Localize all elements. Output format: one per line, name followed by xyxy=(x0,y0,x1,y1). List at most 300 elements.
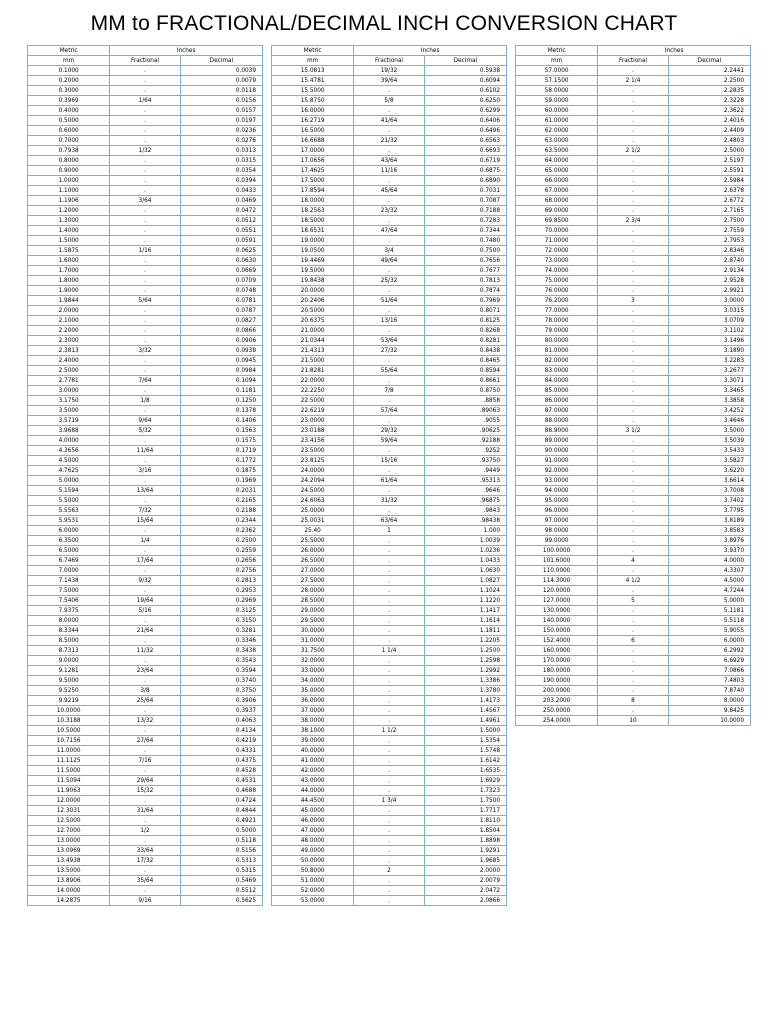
fractional-cell: . xyxy=(354,356,425,366)
fractional-cell: . xyxy=(110,836,181,846)
fractional-cell: . xyxy=(598,136,669,146)
mm-cell: 69.8500 xyxy=(516,216,598,226)
decimal-cell: 0.6563 xyxy=(424,136,506,146)
decimal-cell: 1.000 xyxy=(424,526,506,536)
mm-cell: 19.0000 xyxy=(272,236,354,246)
decimal-cell: 0.0748 xyxy=(180,286,262,296)
table-row xyxy=(516,126,751,136)
table-row xyxy=(272,526,507,536)
table-row xyxy=(272,356,507,366)
fractional-cell: 3/64 xyxy=(110,196,181,206)
fractional-cell: . xyxy=(598,366,669,376)
table-row xyxy=(272,96,507,106)
mm-cell: 12.3031 xyxy=(28,806,110,816)
table-row xyxy=(272,776,507,786)
decimal-cell: 0.5118 xyxy=(180,836,262,846)
mm-cell: 12.7000 xyxy=(28,826,110,836)
decimal-cell: 3.8976 xyxy=(668,536,750,546)
fractional-cell: 35/64 xyxy=(110,876,181,886)
table-row xyxy=(272,206,507,216)
mm-cell: 29.0000 xyxy=(272,606,354,616)
mm-cell: 38.1000 xyxy=(272,726,354,736)
mm-cell: 24.0000 xyxy=(272,466,354,476)
fractional-cell: 3/4 xyxy=(354,246,425,256)
fractional-cell: . xyxy=(354,756,425,766)
mm-cell: 2.5000 xyxy=(28,366,110,376)
mm-header: mm xyxy=(28,56,110,66)
decimal-cell: 0.0079 xyxy=(180,76,262,86)
mm-cell: 6.0000 xyxy=(28,526,110,536)
mm-cell: 1.7000 xyxy=(28,266,110,276)
table-row xyxy=(516,706,751,716)
fractional-cell: 55/64 xyxy=(354,366,425,376)
table-row xyxy=(272,366,507,376)
table-row xyxy=(28,166,263,176)
fractional-cell: . xyxy=(598,226,669,236)
table-row xyxy=(516,156,751,166)
table-row xyxy=(28,676,263,686)
fractional-cell: . xyxy=(598,256,669,266)
decimal-cell: 0.0315 xyxy=(180,156,262,166)
fractional-cell: 3 1/2 xyxy=(598,426,669,436)
fractional-cell: 5 xyxy=(598,596,669,606)
table-row xyxy=(28,836,263,846)
fractional-cell: 7/16 xyxy=(110,756,181,766)
table-row xyxy=(272,556,507,566)
table-row xyxy=(272,226,507,236)
decimal-cell: 4.7244 xyxy=(668,586,750,596)
fractional-cell: 10 xyxy=(598,716,669,726)
fractional-cell: . xyxy=(110,326,181,336)
mm-cell: 15.5000 xyxy=(272,86,354,96)
mm-cell: 0.8000 xyxy=(28,156,110,166)
table-row xyxy=(272,626,507,636)
mm-cell: 67.0000 xyxy=(516,186,598,196)
mm-cell: 47.0000 xyxy=(272,826,354,836)
decimal-cell: 0.0938 xyxy=(180,346,262,356)
table-row xyxy=(272,836,507,846)
fractional-cell: . xyxy=(598,166,669,176)
mm-cell: 58.0000 xyxy=(516,86,598,96)
table-row xyxy=(28,286,263,296)
fractional-cell: . xyxy=(110,456,181,466)
decimal-cell: 0.2362 xyxy=(180,526,262,536)
mm-cell: 120.0000 xyxy=(516,586,598,596)
mm-cell: 5.9531 xyxy=(28,516,110,526)
mm-cell: 150.0000 xyxy=(516,626,598,636)
table-row xyxy=(28,246,263,256)
fractional-cell: 1 1/2 xyxy=(354,726,425,736)
mm-cell: 15.4781 xyxy=(272,76,354,86)
mm-cell: 64.0000 xyxy=(516,156,598,166)
fractional-cell: . xyxy=(354,396,425,406)
fractional-cell: 17/64 xyxy=(110,556,181,566)
mm-cell: 99.0000 xyxy=(516,536,598,546)
table-row xyxy=(272,826,507,836)
fractional-cell: 47/64 xyxy=(354,226,425,236)
fractional-cell: 31/64 xyxy=(110,806,181,816)
decimal-cell: 0.1875 xyxy=(180,466,262,476)
decimal-cell: 0.4528 xyxy=(180,766,262,776)
decimal-cell: 0.7969 xyxy=(424,296,506,306)
mm-cell: 25.0031 xyxy=(272,516,354,526)
table-row xyxy=(28,496,263,506)
decimal-cell: 0.8281 xyxy=(424,336,506,346)
fractional-header: Fractional xyxy=(110,56,181,66)
table-row xyxy=(272,606,507,616)
decimal-cell: 2.8740 xyxy=(668,256,750,266)
decimal-cell: 0.2559 xyxy=(180,546,262,556)
decimal-cell: 0.5313 xyxy=(180,856,262,866)
table-row xyxy=(272,336,507,346)
table-row xyxy=(28,806,263,816)
fractional-cell: 8 xyxy=(598,696,669,706)
mm-cell: 21.4313 xyxy=(272,346,354,356)
decimal-cell: 0.2656 xyxy=(180,556,262,566)
decimal-cell: 0.0945 xyxy=(180,356,262,366)
table-row xyxy=(516,606,751,616)
table-row xyxy=(516,656,751,666)
fractional-cell: . xyxy=(110,236,181,246)
mm-cell: 31.0000 xyxy=(272,636,354,646)
mm-cell: 1.0000 xyxy=(28,176,110,186)
mm-cell: 5.5000 xyxy=(28,496,110,506)
fractional-cell: . xyxy=(598,436,669,446)
decimal-cell: .9449 xyxy=(424,466,506,476)
fractional-cell: . xyxy=(110,656,181,666)
table-row xyxy=(28,666,263,676)
table-row xyxy=(28,556,263,566)
decimal-cell: 7.0866 xyxy=(668,666,750,676)
mm-cell: 1.8000 xyxy=(28,276,110,286)
mm-cell: 18.6531 xyxy=(272,226,354,236)
decimal-cell: 0.8594 xyxy=(424,366,506,376)
mm-cell: 22.6219 xyxy=(272,406,354,416)
mm-cell: 19.5000 xyxy=(272,266,354,276)
fractional-cell: 39/64 xyxy=(354,76,425,86)
mm-cell: 57.1500 xyxy=(516,76,598,86)
mm-cell: 6.5000 xyxy=(28,546,110,556)
fractional-cell: . xyxy=(110,156,181,166)
mm-cell: 27.5000 xyxy=(272,576,354,586)
mm-cell: 6.3500 xyxy=(28,536,110,546)
fractional-cell: 2 1/4 xyxy=(598,76,669,86)
fractional-cell: . xyxy=(110,316,181,326)
decimal-cell: 0.3281 xyxy=(180,626,262,636)
fractional-cell: . xyxy=(598,466,669,476)
table-row xyxy=(272,746,507,756)
decimal-cell: 0.8661 xyxy=(424,376,506,386)
fractional-header: Fractional xyxy=(598,56,669,66)
table-row xyxy=(516,306,751,316)
table-row xyxy=(28,426,263,436)
table-row xyxy=(28,826,263,836)
mm-cell: 1.5000 xyxy=(28,236,110,246)
table-row xyxy=(516,466,751,476)
fractional-cell: 2 3/4 xyxy=(598,216,669,226)
fractional-cell: . xyxy=(110,216,181,226)
fractional-cell: . xyxy=(598,66,669,76)
table-row xyxy=(272,246,507,256)
fractional-cell: 29/64 xyxy=(110,776,181,786)
table-row xyxy=(272,306,507,316)
mm-cell: 0.1000 xyxy=(28,66,110,76)
mm-cell: 10.0000 xyxy=(28,706,110,716)
decimal-header: Decimal xyxy=(668,56,750,66)
mm-cell: 23.0000 xyxy=(272,416,354,426)
table-row xyxy=(516,346,751,356)
mm-cell: 130.0000 xyxy=(516,606,598,616)
table-row xyxy=(516,426,751,436)
decimal-cell: 0.0354 xyxy=(180,166,262,176)
decimal-cell: 0.1575 xyxy=(180,436,262,446)
decimal-cell: 0.4331 xyxy=(180,746,262,756)
table-row xyxy=(28,116,263,126)
conversion-table-2 xyxy=(271,45,507,906)
table-row xyxy=(28,686,263,696)
decimal-cell: 3.8189 xyxy=(668,516,750,526)
fractional-cell: . xyxy=(598,306,669,316)
decimal-cell: 3.5433 xyxy=(668,446,750,456)
mm-cell: 8.7313 xyxy=(28,646,110,656)
mm-cell: 44.4500 xyxy=(272,796,354,806)
mm-cell: 9.5000 xyxy=(28,676,110,686)
mm-cell: 16.5000 xyxy=(272,126,354,136)
metric-header: Metric xyxy=(272,46,354,56)
table-row xyxy=(28,516,263,526)
fractional-cell: . xyxy=(598,316,669,326)
decimal-cell: 0.4844 xyxy=(180,806,262,816)
table-row xyxy=(516,476,751,486)
mm-cell: 19.4469 xyxy=(272,256,354,266)
decimal-cell: .95313 xyxy=(424,476,506,486)
fractional-cell: . xyxy=(110,276,181,286)
fractional-cell: . xyxy=(110,586,181,596)
mm-cell: 7.5000 xyxy=(28,586,110,596)
mm-cell: 52.0000 xyxy=(272,886,354,896)
mm-cell: 20.0000 xyxy=(272,286,354,296)
mm-cell: 18.0000 xyxy=(272,196,354,206)
table-row xyxy=(516,276,751,286)
table-row xyxy=(516,416,751,426)
fractional-cell: . xyxy=(598,666,669,676)
fractional-cell: . xyxy=(110,286,181,296)
decimal-cell: 2.5984 xyxy=(668,176,750,186)
mm-header: mm xyxy=(516,56,598,66)
decimal-cell: 0.7677 xyxy=(424,266,506,276)
decimal-cell: 1.5748 xyxy=(424,746,506,756)
fractional-cell: . xyxy=(110,126,181,136)
table-row xyxy=(272,186,507,196)
fractional-cell: . xyxy=(354,826,425,836)
mm-cell: 50.8000 xyxy=(272,866,354,876)
fractional-cell: . xyxy=(354,146,425,156)
decimal-cell: 0.1378 xyxy=(180,406,262,416)
decimal-cell: 1.4567 xyxy=(424,706,506,716)
fractional-cell: . xyxy=(598,686,669,696)
decimal-cell: 0.2953 xyxy=(180,586,262,596)
fractional-cell: . xyxy=(110,766,181,776)
table-row xyxy=(516,336,751,346)
fractional-cell: 27/32 xyxy=(354,346,425,356)
decimal-cell: 0.4688 xyxy=(180,786,262,796)
decimal-cell: 0.3937 xyxy=(180,706,262,716)
fractional-cell: . xyxy=(598,606,669,616)
fractional-cell: . xyxy=(598,236,669,246)
table-row xyxy=(272,386,507,396)
table-row xyxy=(272,196,507,206)
mm-cell: 21.8281 xyxy=(272,366,354,376)
fractional-cell: . xyxy=(354,326,425,336)
fractional-cell: 13/16 xyxy=(354,316,425,326)
table-row xyxy=(272,736,507,746)
fractional-cell: . xyxy=(598,416,669,426)
mm-cell: 3.5000 xyxy=(28,406,110,416)
table-row xyxy=(28,106,263,116)
mm-cell: 18.2563 xyxy=(272,206,354,216)
decimal-cell: 0.0866 xyxy=(180,326,262,336)
mm-cell: 2.1000 xyxy=(28,316,110,326)
fractional-cell: 21/64 xyxy=(110,626,181,636)
decimal-cell: 0.8438 xyxy=(424,346,506,356)
fractional-cell: . xyxy=(598,706,669,716)
mm-cell: 9.9219 xyxy=(28,696,110,706)
mm-cell: 69.0000 xyxy=(516,206,598,216)
table-row xyxy=(272,516,507,526)
decimal-cell: 0.6693 xyxy=(424,146,506,156)
mm-cell: 5.0000 xyxy=(28,476,110,486)
table-row xyxy=(516,246,751,256)
metric-header: Metric xyxy=(516,46,598,56)
fractional-cell: . xyxy=(598,476,669,486)
decimal-cell: 0.7813 xyxy=(424,276,506,286)
mm-cell: 17.4625 xyxy=(272,166,354,176)
decimal-cell: 0.4219 xyxy=(180,736,262,746)
decimal-cell: 3.5827 xyxy=(668,456,750,466)
decimal-cell: 8.0000 xyxy=(668,696,750,706)
mm-cell: 0.2000 xyxy=(28,76,110,86)
decimal-cell: 3.5039 xyxy=(668,436,750,446)
mm-cell: 16.2719 xyxy=(272,116,354,126)
decimal-cell: 0.7656 xyxy=(424,256,506,266)
table-row xyxy=(272,806,507,816)
decimal-cell: 0.0630 xyxy=(180,256,262,266)
decimal-cell: 3.2283 xyxy=(668,356,750,366)
conversion-table-1 xyxy=(27,45,263,906)
decimal-cell: .89063 xyxy=(424,406,506,416)
mm-cell: 127.0000 xyxy=(516,596,598,606)
fractional-cell: . xyxy=(110,676,181,686)
table-row xyxy=(28,196,263,206)
decimal-cell: 0.2165 xyxy=(180,496,262,506)
decimal-cell: 0.0625 xyxy=(180,246,262,256)
table-row xyxy=(28,416,263,426)
decimal-cell: 0.7874 xyxy=(424,286,506,296)
fractional-cell: . xyxy=(354,856,425,866)
table-row xyxy=(28,256,263,266)
table-row xyxy=(272,286,507,296)
fractional-cell: . xyxy=(598,506,669,516)
mm-cell: 20.2406 xyxy=(272,296,354,306)
fractional-cell: . xyxy=(354,696,425,706)
decimal-cell: 0.1719 xyxy=(180,446,262,456)
table-row xyxy=(28,866,263,876)
decimal-cell: 0.6102 xyxy=(424,86,506,96)
metric-header: Metric xyxy=(28,46,110,56)
fractional-cell: . xyxy=(598,246,669,256)
decimal-cell: 3.3071 xyxy=(668,376,750,386)
mm-cell: 26.5000 xyxy=(272,556,354,566)
fractional-cell: 5/32 xyxy=(110,426,181,436)
decimal-cell: 1.5000 xyxy=(424,726,506,736)
table-row xyxy=(272,726,507,736)
mm-cell: 15.0813 xyxy=(272,66,354,76)
fractional-cell: 1 1/4 xyxy=(354,646,425,656)
mm-cell: 68.0000 xyxy=(516,196,598,206)
mm-cell: 4.5000 xyxy=(28,456,110,466)
fractional-cell: . xyxy=(598,536,669,546)
mm-cell: 20.6375 xyxy=(272,316,354,326)
decimal-cell: 1.5354 xyxy=(424,736,506,746)
table-row xyxy=(272,876,507,886)
fractional-cell: 11/64 xyxy=(110,446,181,456)
fractional-cell: . xyxy=(354,786,425,796)
table-row xyxy=(272,846,507,856)
table-row xyxy=(516,556,751,566)
mm-cell: 65.0000 xyxy=(516,166,598,176)
fractional-cell: 23/32 xyxy=(354,206,425,216)
table-row xyxy=(28,636,263,646)
table-row xyxy=(272,446,507,456)
fractional-cell: . xyxy=(354,686,425,696)
fractional-cell: . xyxy=(598,626,669,636)
decimal-cell: 3.5000 xyxy=(668,426,750,436)
decimal-cell: 0.4134 xyxy=(180,726,262,736)
mm-cell: 76.0000 xyxy=(516,286,598,296)
mm-cell: 8.5000 xyxy=(28,636,110,646)
mm-cell: 19.8438 xyxy=(272,276,354,286)
table-row xyxy=(28,456,263,466)
fractional-cell: . xyxy=(598,156,669,166)
mm-cell: 5.1594 xyxy=(28,486,110,496)
fractional-cell: . xyxy=(598,96,669,106)
mm-cell: 13.5000 xyxy=(28,866,110,876)
fractional-cell: . xyxy=(354,766,425,776)
mm-cell: 85.0000 xyxy=(516,386,598,396)
fractional-cell: . xyxy=(110,476,181,486)
mm-cell: 5.5563 xyxy=(28,506,110,516)
table-row xyxy=(516,526,751,536)
decimal-cell: 4.5000 xyxy=(668,576,750,586)
mm-cell: 13.0969 xyxy=(28,846,110,856)
mm-cell: 25.5000 xyxy=(272,536,354,546)
decimal-cell: 0.6094 xyxy=(424,76,506,86)
table-row xyxy=(272,146,507,156)
mm-cell: 48.0000 xyxy=(272,836,354,846)
mm-cell: 7.0000 xyxy=(28,566,110,576)
fractional-cell: . xyxy=(598,266,669,276)
header-row-units xyxy=(272,56,507,66)
table-row xyxy=(28,786,263,796)
decimal-cell: 3.3465 xyxy=(668,386,750,396)
decimal-cell: 0.2969 xyxy=(180,596,262,606)
table-row xyxy=(272,396,507,406)
mm-cell: 89.0000 xyxy=(516,436,598,446)
table-row xyxy=(272,326,507,336)
decimal-cell: 2.4016 xyxy=(668,116,750,126)
mm-cell: 25.0000 xyxy=(272,506,354,516)
fractional-cell: 29/32 xyxy=(354,426,425,436)
